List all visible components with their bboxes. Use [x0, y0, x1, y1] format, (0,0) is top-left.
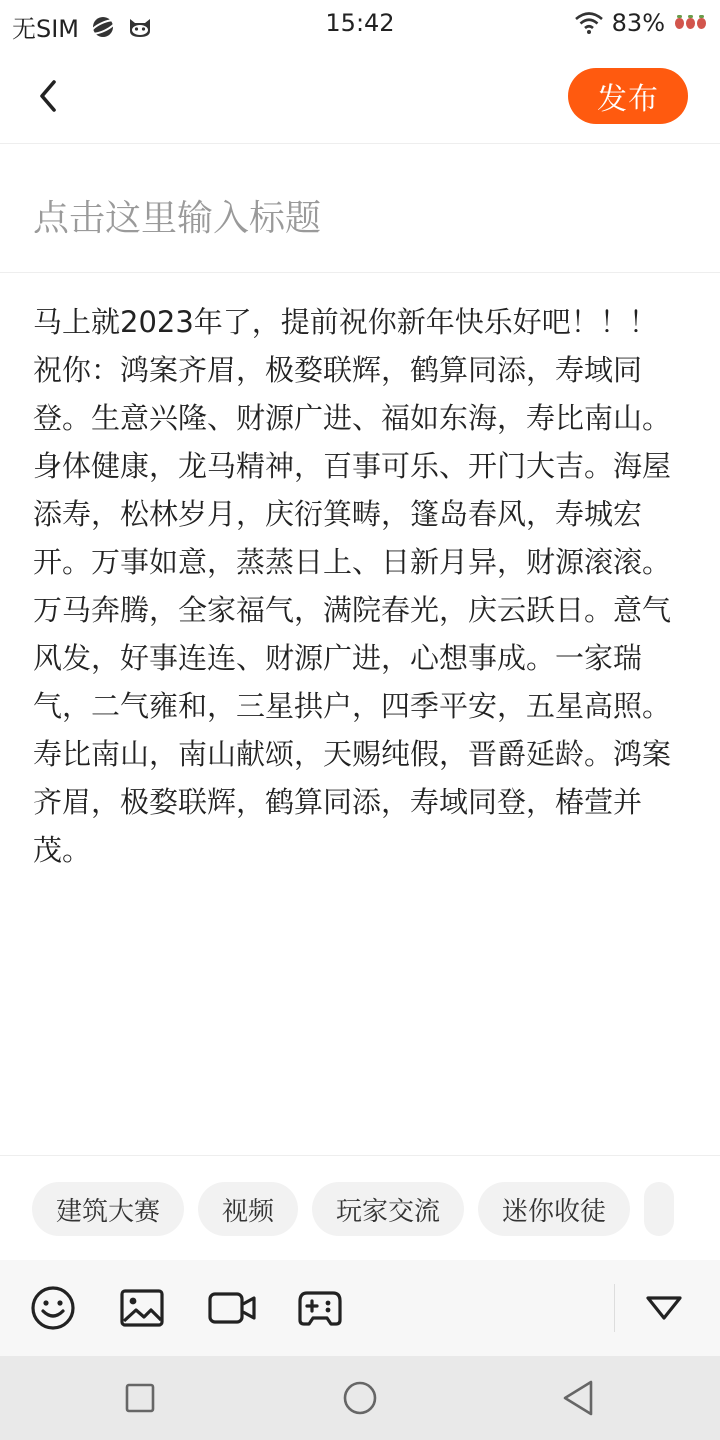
image-button[interactable] [118, 1284, 166, 1332]
wifi-icon [574, 11, 604, 35]
title-placeholder: 点击这里输入标题 [33, 198, 322, 239]
recent-apps-button[interactable] [120, 1378, 160, 1418]
system-back-button[interactable] [558, 1378, 598, 1418]
topic-tag[interactable]: 视频 [198, 1182, 298, 1236]
back-button[interactable] [24, 72, 72, 120]
editor-toolbar [0, 1260, 720, 1356]
toolbar-divider [614, 1284, 615, 1332]
chevron-left-icon [34, 76, 62, 116]
gamepad-icon [297, 1288, 343, 1328]
battery-label: 83% [611, 9, 665, 37]
topic-tags-bar [0, 1155, 720, 1260]
status-right [574, 9, 706, 37]
emoji-icon [30, 1285, 76, 1331]
image-icon [119, 1288, 165, 1328]
topic-tag[interactable]: 建筑大赛 [32, 1182, 184, 1236]
home-icon [342, 1380, 378, 1416]
status-bar [0, 0, 720, 50]
carrier-label: 无SIM [12, 15, 80, 43]
topic-tag[interactable]: 迷你收徒 [478, 1182, 630, 1236]
video-icon [207, 1290, 257, 1326]
title-input[interactable] [0, 145, 720, 273]
video-button[interactable] [206, 1284, 258, 1332]
emoji-button[interactable] [29, 1284, 77, 1332]
topic-tags-track [32, 1182, 688, 1236]
recent-apps-icon [124, 1382, 156, 1414]
topic-tag[interactable]: 玩家交流 [312, 1182, 464, 1236]
topic-tag-partial[interactable] [644, 1182, 674, 1236]
body-text-editor[interactable]: 马上就2023年了，提前祝你新年快乐好吧！！！祝你：鸿案齐眉，极婺联辉，鹤算同添，寿域同登。生意兴隆、财源广进、福如东海，寿比南山。身体健康，龙马精神，百事可乐、开门大吉。海屋添寿，松林岁月，庆衍箕畴，篷岛春风，寿城宏开。万事如意，蒸蒸日上、日新月异，财源滚滚。万马奔腾，全家福气，满院春光，庆云跃日。意气风发，好事连连、财源广进，心想事成。一家瑞气，二气雍和，三星拱户，四季平安，五星高照。寿比南山，南山献颂，天赐纯假，晋爵延龄。鸿案齐眉，极婺联辉，鹤算同添，寿域同登，椿萱并茂。 [33, 305, 672, 867]
status-time: 15:42 [325, 9, 395, 37]
publish-button[interactable]: 发布 [568, 68, 688, 124]
collapse-keyboard-button[interactable] [640, 1284, 688, 1332]
game-button[interactable] [296, 1284, 344, 1332]
collapse-triangle-icon [644, 1293, 684, 1323]
home-button[interactable] [340, 1378, 380, 1418]
system-nav-bar [0, 1356, 720, 1440]
back-icon [560, 1379, 596, 1417]
strawberry-icon [673, 18, 706, 29]
editor-header [0, 50, 720, 144]
